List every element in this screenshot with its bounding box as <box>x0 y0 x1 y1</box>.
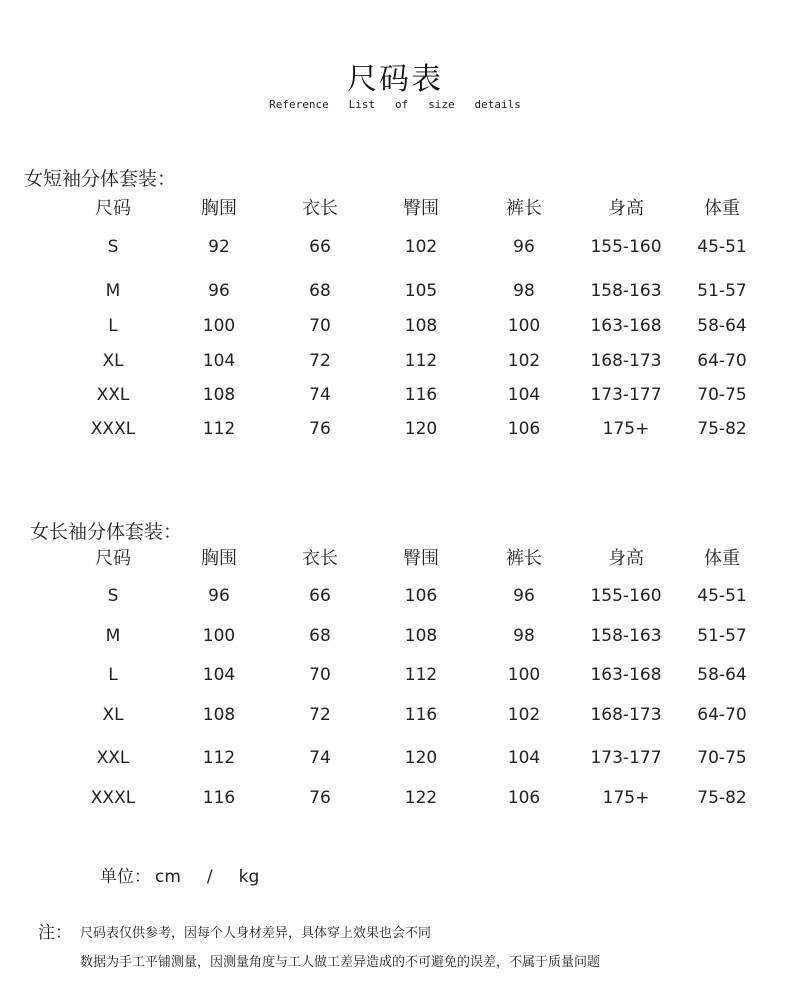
column-header-chest: 胸围 <box>201 548 237 569</box>
table-cell-top-length: 72 <box>309 705 331 725</box>
table-cell-top-length: 74 <box>309 385 331 405</box>
table-cell-chest: 100 <box>202 626 236 646</box>
column-header-weight: 体重 <box>704 198 740 219</box>
table-cell-height: 168-173 <box>590 351 662 371</box>
column-header-top-length: 衣长 <box>302 548 338 569</box>
table-cell-hip: 108 <box>404 316 438 336</box>
table-cell-top-length: 70 <box>309 316 331 336</box>
unit-kg: kg <box>238 867 260 887</box>
column-header-hip: 臀围 <box>403 198 439 219</box>
table-cell-chest: 104 <box>202 351 236 371</box>
table-cell-top-length: 68 <box>309 626 331 646</box>
table-cell-size: L <box>108 316 118 336</box>
table-cell-pant-length: 106 <box>507 788 541 808</box>
table-cell-chest: 108 <box>202 705 236 725</box>
table-cell-size: XXXL <box>90 419 136 439</box>
table-cell-pant-length: 104 <box>507 748 541 768</box>
table-cell-weight: 45-51 <box>697 586 747 606</box>
note-line-2: 数据为手工平铺测量，因测量角度与工人做工差异造成的不可避免的误差，不属于质量问题 <box>80 955 601 970</box>
table-cell-height: 175+ <box>602 788 650 808</box>
table-cell-pant-length: 100 <box>507 316 541 336</box>
table-cell-height: 163-168 <box>590 665 662 685</box>
long-sleeve-section-title: 女长袖分体套装： <box>30 521 183 543</box>
table-cell-hip: 106 <box>404 586 438 606</box>
table-cell-pant-length: 96 <box>513 237 535 257</box>
table-cell-top-length: 76 <box>309 419 331 439</box>
table-cell-hip: 105 <box>404 281 438 301</box>
table-cell-size: XL <box>102 351 124 371</box>
table-cell-hip: 116 <box>404 385 438 405</box>
table-cell-hip: 116 <box>404 705 438 725</box>
page-title: 尺码表 <box>347 62 443 97</box>
table-cell-weight: 70-75 <box>697 748 747 768</box>
unit-label: 单位： <box>100 867 151 887</box>
table-cell-size: S <box>107 237 119 257</box>
table-cell-chest: 116 <box>202 788 236 808</box>
table-cell-chest: 92 <box>208 237 230 257</box>
column-header-height: 身高 <box>608 198 644 219</box>
table-cell-hip: 122 <box>404 788 438 808</box>
table-cell-top-length: 72 <box>309 351 331 371</box>
unit-cm: cm <box>155 867 181 887</box>
table-cell-top-length: 74 <box>309 748 331 768</box>
table-cell-height: 155-160 <box>590 237 662 257</box>
table-cell-size: XL <box>102 705 124 725</box>
table-cell-chest: 112 <box>202 748 236 768</box>
table-cell-size: XXL <box>96 385 130 405</box>
column-header-pant-length: 裤长 <box>506 548 542 569</box>
column-header-pant-length: 裤长 <box>506 198 542 219</box>
table-cell-height: 158-163 <box>590 281 662 301</box>
table-cell-pant-length: 102 <box>507 705 541 725</box>
column-header-weight: 体重 <box>704 548 740 569</box>
page-subtitle: Reference List of size details <box>269 98 521 111</box>
table-cell-top-length: 70 <box>309 665 331 685</box>
table-cell-pant-length: 100 <box>507 665 541 685</box>
table-cell-size: M <box>105 626 121 646</box>
table-cell-hip: 102 <box>404 237 438 257</box>
table-cell-size: XXXL <box>90 788 136 808</box>
table-cell-height: 163-168 <box>590 316 662 336</box>
table-cell-hip: 112 <box>404 665 438 685</box>
column-header-chest: 胸围 <box>201 198 237 219</box>
column-header-size: 尺码 <box>95 198 131 219</box>
table-cell-top-length: 76 <box>309 788 331 808</box>
column-header-height: 身高 <box>608 548 644 569</box>
table-cell-chest: 96 <box>208 586 230 606</box>
table-cell-weight: 64-70 <box>697 351 747 371</box>
table-cell-weight: 51-57 <box>697 281 747 301</box>
short-sleeve-section-title: 女短袖分体套装： <box>24 168 177 190</box>
table-cell-hip: 120 <box>404 419 438 439</box>
table-cell-pant-length: 106 <box>507 419 541 439</box>
table-cell-pant-length: 98 <box>513 626 535 646</box>
table-cell-height: 158-163 <box>590 626 662 646</box>
table-cell-size: XXL <box>96 748 130 768</box>
table-cell-chest: 108 <box>202 385 236 405</box>
table-cell-chest: 112 <box>202 419 236 439</box>
table-cell-weight: 75-82 <box>697 788 747 808</box>
table-cell-height: 173-177 <box>590 748 662 768</box>
table-cell-hip: 108 <box>404 626 438 646</box>
table-cell-hip: 112 <box>404 351 438 371</box>
table-cell-top-length: 68 <box>309 281 331 301</box>
column-header-hip: 臀围 <box>403 548 439 569</box>
table-cell-pant-length: 98 <box>513 281 535 301</box>
table-cell-pant-length: 96 <box>513 586 535 606</box>
note-label: 注： <box>38 923 72 943</box>
note-line-1: 尺码表仅供参考，因每个人身材差异，具体穿上效果也会不同 <box>80 926 432 941</box>
table-cell-weight: 58-64 <box>697 316 747 336</box>
table-cell-height: 175+ <box>602 419 650 439</box>
table-cell-weight: 75-82 <box>697 419 747 439</box>
table-cell-weight: 51-57 <box>697 626 747 646</box>
column-header-size: 尺码 <box>95 548 131 569</box>
table-cell-pant-length: 104 <box>507 385 541 405</box>
table-cell-chest: 104 <box>202 665 236 685</box>
table-cell-size: L <box>108 665 118 685</box>
table-cell-weight: 70-75 <box>697 385 747 405</box>
table-cell-top-length: 66 <box>309 237 331 257</box>
column-header-top-length: 衣长 <box>302 198 338 219</box>
table-cell-top-length: 66 <box>309 586 331 606</box>
table-cell-pant-length: 102 <box>507 351 541 371</box>
table-cell-weight: 64-70 <box>697 705 747 725</box>
table-cell-weight: 58-64 <box>697 665 747 685</box>
table-cell-height: 173-177 <box>590 385 662 405</box>
table-cell-height: 155-160 <box>590 586 662 606</box>
table-cell-chest: 100 <box>202 316 236 336</box>
unit-slash: / <box>206 867 213 887</box>
unit-row <box>100 862 259 887</box>
table-cell-hip: 120 <box>404 748 438 768</box>
table-cell-height: 168-173 <box>590 705 662 725</box>
table-cell-size: M <box>105 281 121 301</box>
table-cell-weight: 45-51 <box>697 237 747 257</box>
table-cell-size: S <box>107 586 119 606</box>
table-cell-chest: 96 <box>208 281 230 301</box>
